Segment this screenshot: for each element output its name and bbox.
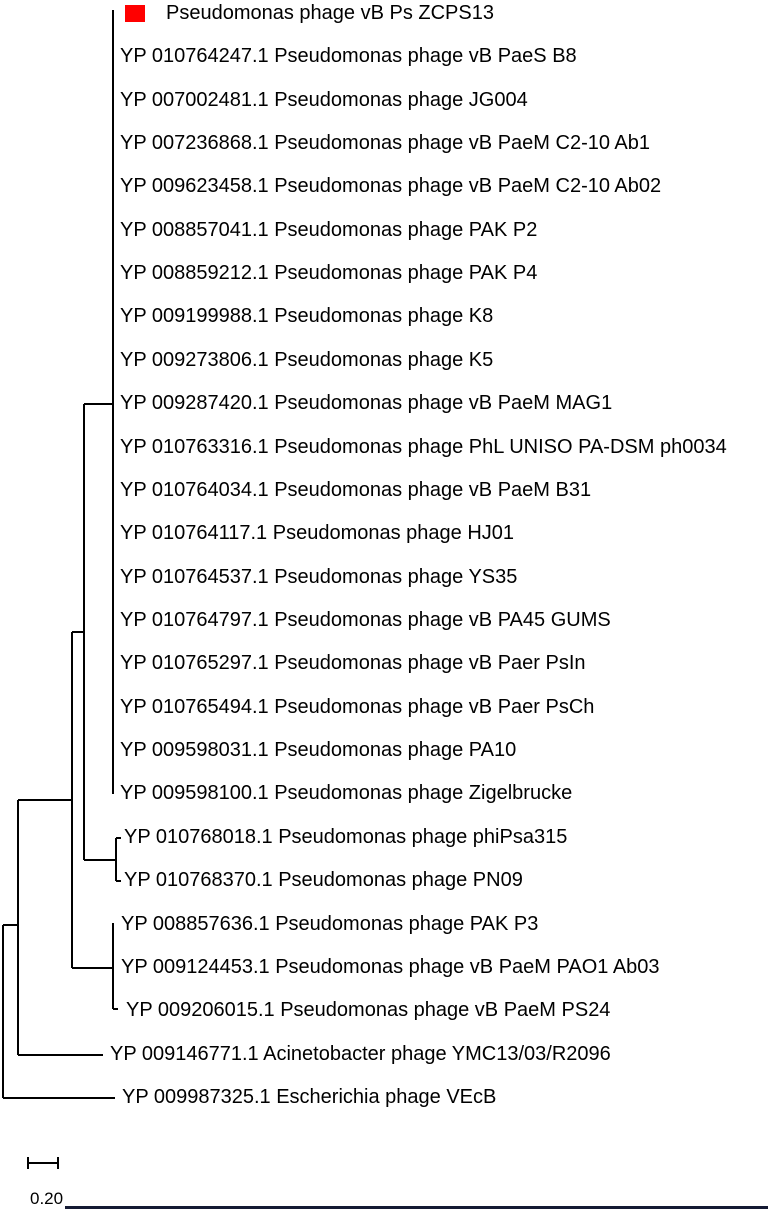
- taxon-label: YP 009273806.1 Pseudomonas phage K5: [120, 349, 494, 372]
- taxon-label: YP 010764034.1 Pseudomonas phage vB PaeM B31: [120, 479, 592, 502]
- taxon-label: YP 009623458.1 Pseudomonas phage vB PaeM C2-10 Ab02: [120, 175, 662, 198]
- taxon-label: YP 009124453.1 Pseudomonas phage vB PaeM PAO1 Ab03: [121, 956, 660, 979]
- taxon-label: YP 009146771.1 Acinetobacter phage YMC13/03/R2096: [110, 1043, 611, 1066]
- taxon-label: YP 009598100.1 Pseudomonas phage Zigelbrucke: [120, 782, 573, 805]
- taxon-label: YP 010768370.1 Pseudomonas phage PN09: [124, 869, 523, 892]
- taxon-label: YP 009206015.1 Pseudomonas phage vB PaeM PS24: [126, 999, 611, 1022]
- taxon-label: YP 010764117.1 Pseudomonas phage HJ01: [120, 522, 515, 545]
- taxon-label: YP 008859212.1 Pseudomonas phage PAK P4: [120, 262, 538, 285]
- taxon-label: YP 010764797.1 Pseudomonas phage vB PA45 GUMS: [120, 609, 611, 632]
- taxon-label: YP 010768018.1 Pseudomonas phage phiPsa315: [124, 826, 568, 849]
- taxon-label: YP 009598031.1 Pseudomonas phage PA10: [120, 739, 517, 762]
- taxon-label: YP 010764537.1 Pseudomonas phage YS35: [120, 566, 518, 589]
- taxon-label: YP 008857041.1 Pseudomonas phage PAK P2: [120, 219, 538, 242]
- taxon-label: YP 007236868.1 Pseudomonas phage vB PaeM C2-10 Ab1: [120, 132, 651, 155]
- taxon-label: YP 009987325.1 Escherichia phage VEcB: [122, 1086, 497, 1109]
- taxon-label: YP 008857636.1 Pseudomonas phage PAK P3: [121, 913, 539, 936]
- taxon-label: Pseudomonas phage vB Ps ZCPS13: [166, 2, 494, 25]
- taxon-label: YP 009287420.1 Pseudomonas phage vB PaeM MAG1: [120, 392, 613, 415]
- taxon-label: YP 007002481.1 Pseudomonas phage JG004: [120, 89, 528, 112]
- scale-bar-label: 0.20: [30, 1189, 64, 1208]
- taxon-label: YP 010765494.1 Pseudomonas phage vB Paer PsCh: [120, 696, 595, 719]
- query-taxon-marker-icon: [125, 5, 145, 22]
- taxon-label: YP 010765297.1 Pseudomonas phage vB Paer PsIn: [120, 652, 586, 675]
- taxon-label: YP 010764247.1 Pseudomonas phage vB PaeS B8: [120, 45, 577, 68]
- taxon-label: YP 009199988.1 Pseudomonas phage K8: [120, 305, 494, 328]
- taxon-label: YP 010763316.1 Pseudomonas phage PhL UNISO PA-DSM ph0034: [120, 436, 727, 459]
